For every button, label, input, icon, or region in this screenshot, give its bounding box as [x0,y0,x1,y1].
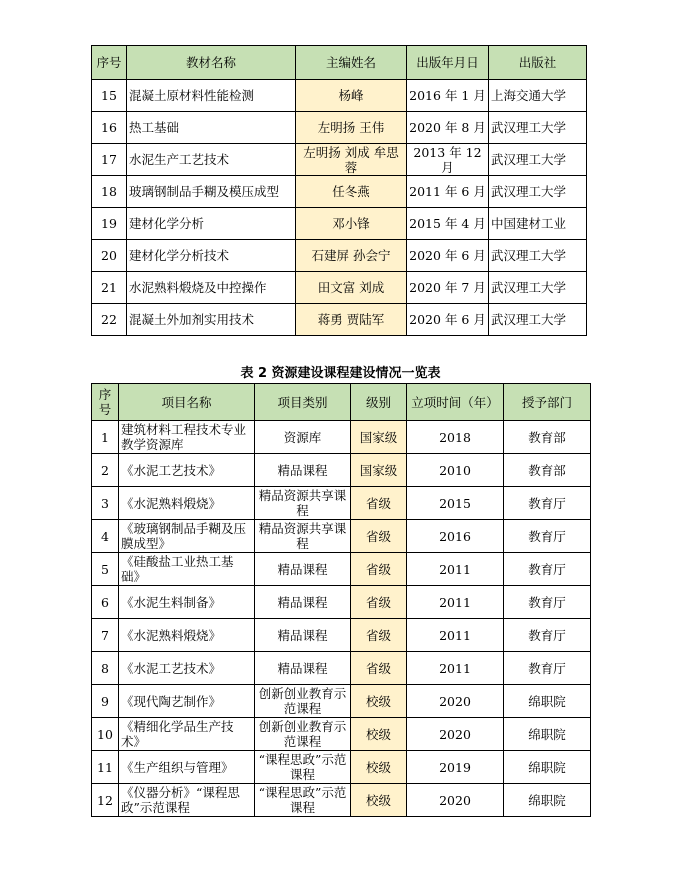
header-approval-year: 立项时间（年） [407,384,504,421]
cell-no: 17 [92,144,127,176]
table-row [92,520,591,553]
table-row [92,718,591,751]
cell-no: 19 [92,208,127,240]
cell-no: 3 [92,487,119,520]
cell-textbook-name: 水泥生产工艺技术 [127,144,296,176]
cell-approval-year: 2010 [407,454,504,487]
header-granting-dept: 授予部门 [504,384,591,421]
cell-level: 省级 [351,619,407,652]
cell-no: 20 [92,240,127,272]
cell-publisher: 武汉理工大学 [489,304,587,336]
cell-approval-year: 2015 [407,487,504,520]
cell-level: 校级 [351,718,407,751]
cell-project-category: 创新创业教育示范课程 [255,718,351,751]
cell-no: 2 [92,454,119,487]
cell-level: 校级 [351,685,407,718]
cell-editor: 蒋勇 贾陆军 [296,304,407,336]
cell-publisher: 武汉理工大学 [489,272,587,304]
cell-textbook-name: 水泥熟料煅烧及中控操作 [127,272,296,304]
cell-granting-dept: 绵职院 [504,784,591,817]
cell-textbook-name: 混凝土外加剂实用技术 [127,304,296,336]
cell-editor: 田文富 刘成 [296,272,407,304]
cell-granting-dept: 教育厅 [504,619,591,652]
cell-approval-year: 2011 [407,619,504,652]
cell-no: 9 [92,685,119,718]
cell-project-category: 精品课程 [255,586,351,619]
cell-editor: 左明扬 王伟 [296,112,407,144]
cell-textbook-name: 玻璃钢制品手糊及模压成型 [127,176,296,208]
table-row [92,240,587,272]
cell-publisher: 中国建材工业 [489,208,587,240]
cell-approval-year: 2011 [407,652,504,685]
table-row [92,176,587,208]
header-editor: 主编姓名 [296,46,407,80]
table-header-row [92,46,587,80]
cell-project-name: 《水泥熟料煅烧》 [119,487,255,520]
textbook-table [91,45,587,336]
cell-publisher: 武汉理工大学 [489,240,587,272]
cell-textbook-name: 建材化学分析技术 [127,240,296,272]
cell-project-name: 《水泥生料制备》 [119,586,255,619]
cell-no: 22 [92,304,127,336]
table-row [92,80,587,112]
cell-publisher: 武汉理工大学 [489,176,587,208]
cell-editor: 杨峰 [296,80,407,112]
table-row [92,272,587,304]
cell-level: 校级 [351,784,407,817]
cell-approval-year: 2020 [407,685,504,718]
table-row [92,619,591,652]
cell-granting-dept: 绵职院 [504,718,591,751]
cell-granting-dept: 教育部 [504,421,591,454]
table-row [92,751,591,784]
cell-no: 12 [92,784,119,817]
table2-caption: 表 2 资源建设课程建设情况一览表 [240,366,441,381]
cell-level: 省级 [351,586,407,619]
cell-project-name: 《精细化学品生产技术》 [119,718,255,751]
cell-granting-dept: 教育厅 [504,520,591,553]
cell-editor: 左明扬 刘成 牟思蓉 [296,144,407,176]
table-row [92,586,591,619]
cell-approval-year: 2016 [407,520,504,553]
header-textbook-name: 教材名称 [127,46,296,80]
cell-publish-date: 2020 年 7 月 [407,272,489,304]
header-publish-date: 出版年月日 [407,46,489,80]
cell-project-name: 《现代陶艺制作》 [119,685,255,718]
cell-publisher: 武汉理工大学 [489,112,587,144]
cell-approval-year: 2011 [407,586,504,619]
cell-project-category: 精品课程 [255,454,351,487]
cell-granting-dept: 教育厅 [504,553,591,586]
cell-approval-year: 2018 [407,421,504,454]
cell-publish-date: 2020 年 6 月 [407,240,489,272]
cell-level: 省级 [351,652,407,685]
cell-project-category: 精品资源共享课程 [255,520,351,553]
cell-approval-year: 2020 [407,784,504,817]
cell-project-name: 《硅酸盐工业热工基础》 [119,553,255,586]
cell-approval-year: 2019 [407,751,504,784]
cell-granting-dept: 教育部 [504,454,591,487]
header-level: 级别 [351,384,407,421]
table-header-row [92,384,591,421]
cell-publish-date: 2016 年 1 月 [407,80,489,112]
cell-project-name: 《仪器分析》“课程思政”示范课程 [119,784,255,817]
cell-project-name: 《玻璃钢制品手糊及压膜成型》 [119,520,255,553]
cell-approval-year: 2011 [407,553,504,586]
cell-no: 6 [92,586,119,619]
cell-granting-dept: 绵职院 [504,685,591,718]
cell-project-name: 《水泥工艺技术》 [119,454,255,487]
cell-publish-date: 2015 年 4 月 [407,208,489,240]
table-row [92,685,591,718]
cell-granting-dept: 绵职院 [504,751,591,784]
cell-no: 1 [92,421,119,454]
cell-project-category: 资源库 [255,421,351,454]
header-no: 序号 [92,46,127,80]
table-row [92,454,591,487]
cell-no: 5 [92,553,119,586]
cell-textbook-name: 建材化学分析 [127,208,296,240]
cell-no: 7 [92,619,119,652]
cell-project-category: 精品资源共享课程 [255,487,351,520]
cell-publish-date: 2011 年 6 月 [407,176,489,208]
cell-granting-dept: 教育厅 [504,652,591,685]
cell-publish-date: 2020 年 6 月 [407,304,489,336]
cell-project-category: 创新创业教育示范课程 [255,685,351,718]
cell-no: 10 [92,718,119,751]
cell-project-name: 建筑材料工程技术专业教学资源库 [119,421,255,454]
cell-level: 国家级 [351,421,407,454]
cell-project-name: 《水泥熟料煅烧》 [119,619,255,652]
header-project-category: 项目类别 [255,384,351,421]
table-row [92,421,591,454]
cell-level: 国家级 [351,454,407,487]
table-row [92,652,591,685]
cell-publisher: 上海交通大学 [489,80,587,112]
cell-project-category: “课程思政”示范课程 [255,784,351,817]
table-row [92,553,591,586]
cell-no: 18 [92,176,127,208]
header-no: 序号 [92,384,119,421]
cell-project-category: “课程思政”示范课程 [255,751,351,784]
header-project-name: 项目名称 [119,384,255,421]
course-project-table [91,383,591,817]
cell-project-category: 精品课程 [255,619,351,652]
cell-no: 15 [92,80,127,112]
cell-no: 16 [92,112,127,144]
cell-granting-dept: 教育厅 [504,487,591,520]
cell-level: 省级 [351,487,407,520]
table-row [92,784,591,817]
cell-publish-date: 2020 年 8 月 [407,112,489,144]
cell-approval-year: 2020 [407,718,504,751]
cell-no: 11 [92,751,119,784]
cell-project-category: 精品课程 [255,652,351,685]
cell-no: 21 [92,272,127,304]
cell-project-name: 《生产组织与管理》 [119,751,255,784]
cell-editor: 石建屏 孙会宁 [296,240,407,272]
cell-level: 省级 [351,520,407,553]
cell-no: 8 [92,652,119,685]
cell-publish-date: 2013 年 12 月 [407,144,489,176]
table-row [92,487,591,520]
cell-editor: 任冬燕 [296,176,407,208]
cell-project-category: 精品课程 [255,553,351,586]
table-row [92,304,587,336]
cell-project-name: 《水泥工艺技术》 [119,652,255,685]
table-row [92,208,587,240]
cell-textbook-name: 混凝土原材料性能检测 [127,80,296,112]
cell-publisher: 武汉理工大学 [489,144,587,176]
table-row [92,112,587,144]
cell-editor: 邓小锋 [296,208,407,240]
cell-no: 4 [92,520,119,553]
cell-level: 省级 [351,553,407,586]
cell-level: 校级 [351,751,407,784]
header-publisher: 出版社 [489,46,587,80]
cell-textbook-name: 热工基础 [127,112,296,144]
table-row [92,144,587,176]
cell-granting-dept: 教育厅 [504,586,591,619]
